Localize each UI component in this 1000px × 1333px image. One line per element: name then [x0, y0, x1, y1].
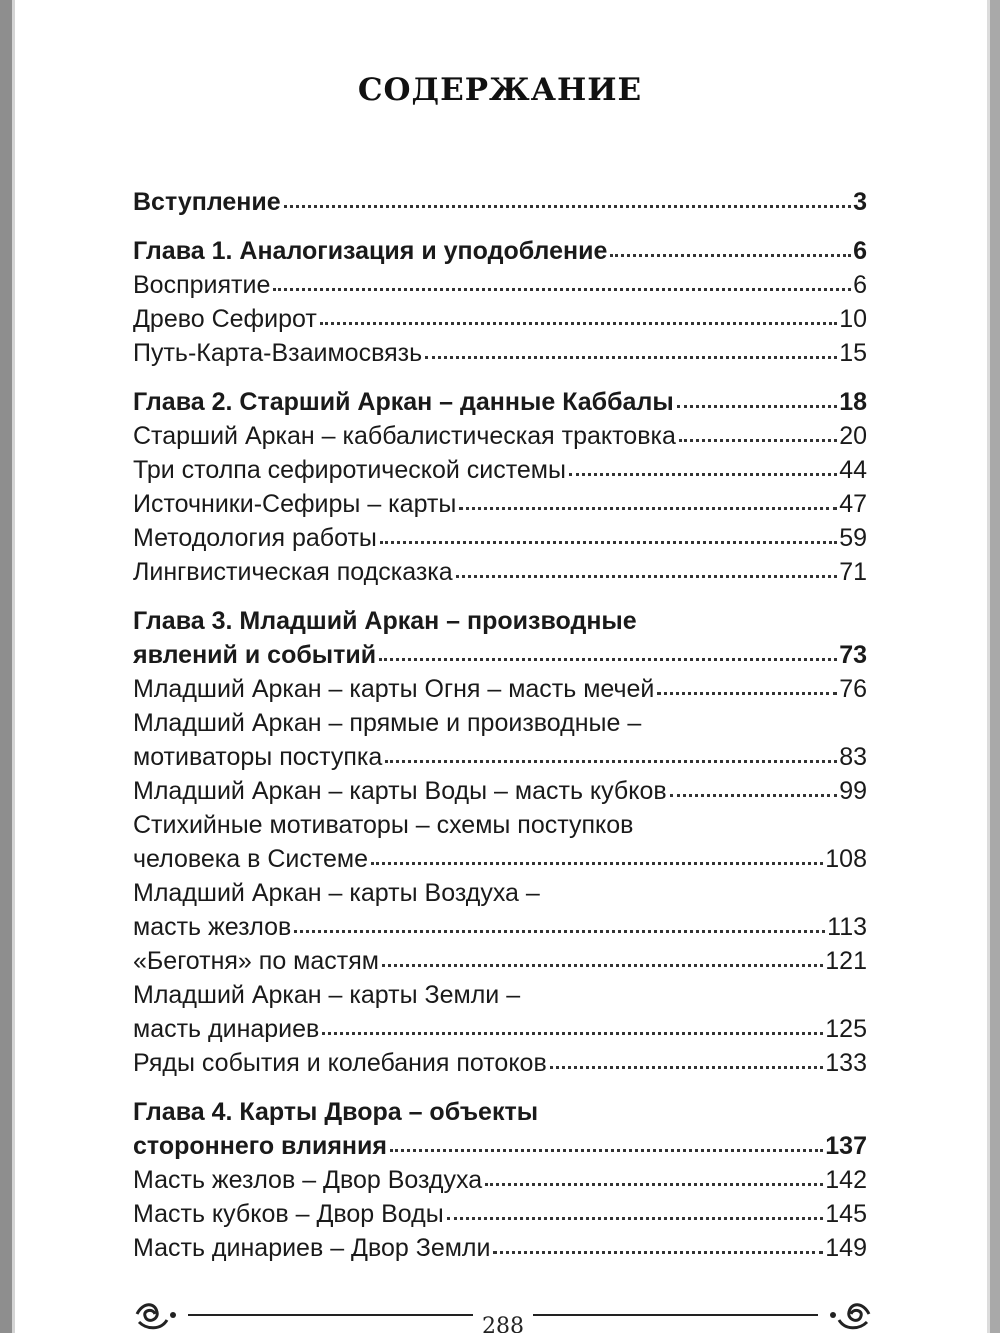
- toc-entry-title: Лингвистическая подсказка: [133, 558, 453, 586]
- dot-leader: [610, 254, 851, 257]
- dot-leader: [459, 507, 837, 510]
- toc-entry-title: масть динариев: [133, 1015, 320, 1043]
- toc-entry-line: [133, 910, 867, 944]
- toc-entry-title: Младший Аркан – карты Огня – масть мечей: [133, 675, 655, 703]
- dot-leader: [670, 794, 838, 797]
- toc-section-entry: [133, 706, 867, 774]
- toc-entry-title: Глава 2. Старший Аркан – данные Каббалы: [133, 388, 674, 416]
- toc-entry-title: человека в Системе: [133, 845, 369, 873]
- toc-page-number: 137: [825, 1132, 867, 1160]
- toc-section-entry: [133, 1046, 867, 1080]
- toc-page-number: 142: [825, 1166, 867, 1194]
- toc-section-entry: [133, 1231, 867, 1265]
- toc-entry-title-line: Младший Аркан – карты Воздуха –: [133, 879, 540, 907]
- toc-entry-title: явлений и событий: [133, 641, 377, 669]
- toc-entry-title: Восприятие: [133, 271, 271, 299]
- toc-chapter-entry: [133, 604, 867, 672]
- toc-section-entry: [133, 808, 867, 876]
- toc-entry-title-line: Глава 4. Карты Двора – объекты: [133, 1098, 539, 1126]
- dot-leader: [284, 205, 851, 208]
- toc-entry-line: [133, 521, 867, 555]
- toc-entry-title: стороннего влияния: [133, 1132, 387, 1160]
- toc-entry-title: мотиваторы поступка: [133, 743, 383, 771]
- toc-entry-line: [133, 1046, 867, 1080]
- toc-entry-title: Старший Аркан – каббалистическая трактовка: [133, 422, 676, 450]
- toc-entry-line: [133, 385, 867, 419]
- toc-page-number: 59: [839, 524, 867, 552]
- dot-leader: [550, 1066, 824, 1069]
- toc-entry-line: [133, 302, 867, 336]
- toc-section-entry: [133, 555, 867, 589]
- toc-entry-line: [133, 234, 867, 268]
- toc-entry-title: Источники-Сефиры – карты: [133, 490, 457, 518]
- toc-page-number: 113: [827, 913, 867, 941]
- dot-leader: [677, 405, 838, 408]
- dot-leader: [382, 964, 823, 967]
- toc-entry-title: Младший Аркан – карты Воды – масть кубков: [133, 777, 667, 805]
- toc-page-number: 15: [839, 339, 867, 367]
- toc-page-number: 145: [825, 1200, 867, 1228]
- toc-page-number: 108: [825, 845, 867, 873]
- toc-entry-title: Методология работы: [133, 524, 377, 552]
- toc-section-entry: [133, 774, 867, 808]
- dot-leader: [657, 692, 837, 695]
- toc-section-entry: [133, 336, 867, 370]
- dot-leader: [322, 1032, 823, 1035]
- toc-page-number: 20: [839, 422, 867, 450]
- toc-page-number: 71: [839, 558, 867, 586]
- toc-section-entry: [133, 268, 867, 302]
- toc-entry-title: Масть динариев – Двор Земли: [133, 1234, 491, 1262]
- dot-leader: [320, 322, 837, 325]
- toc-entry-line: [133, 672, 867, 706]
- toc-section-entry: [133, 1163, 867, 1197]
- dot-leader: [371, 862, 823, 865]
- toc-page-number: 10: [839, 305, 867, 333]
- toc-entry-line: [133, 487, 867, 521]
- toc-section-entry: [133, 978, 867, 1046]
- toc-section-entry: [133, 944, 867, 978]
- toc-entry-line: [133, 842, 867, 876]
- dot-leader: [456, 575, 837, 578]
- toc-page-number: 83: [839, 743, 867, 771]
- toc-page-number: 18: [839, 388, 867, 416]
- toc-entry-line: [133, 555, 867, 589]
- toc-entry-title: Ряды события и колебания потоков: [133, 1049, 547, 1077]
- toc-entry-line: [133, 1129, 867, 1163]
- toc-entry-line: [133, 1012, 867, 1046]
- toc-entry-title: Три столпа сефиротической системы: [133, 456, 566, 484]
- toc-entry-line: [133, 1197, 867, 1231]
- dot-leader: [294, 930, 825, 933]
- toc-entry-title: Вступление: [133, 188, 281, 216]
- dot-leader: [425, 356, 837, 359]
- dot-leader: [493, 1251, 823, 1254]
- toc-entry-title: Масть жезлов – Двор Воздуха: [133, 1166, 483, 1194]
- footer-rule-right: [533, 1314, 818, 1316]
- toc-page-number: 99: [839, 777, 867, 805]
- toc-entry-line: [133, 185, 867, 219]
- toc-entry-line: [133, 638, 867, 672]
- toc-entry-title-line: Глава 3. Младший Аркан – производные: [133, 607, 637, 635]
- toc-page-number: 76: [839, 675, 867, 703]
- toc-entry-line: [133, 774, 867, 808]
- toc-section-entry: [133, 419, 867, 453]
- toc-entry-title: Путь-Карта-Взаимосвязь: [133, 339, 423, 367]
- dot-leader: [380, 541, 837, 544]
- toc-entry-title: Глава 1. Аналогизация и уподобление: [133, 237, 608, 265]
- page-number: 288: [482, 1314, 524, 1333]
- page-edge-right-shadow: [987, 0, 990, 1333]
- toc-entry-line: [133, 1231, 867, 1265]
- dot-leader: [385, 760, 837, 763]
- toc-entry-title: масть жезлов: [133, 913, 292, 941]
- toc-page-number: 149: [825, 1234, 867, 1262]
- toc-page-number: 121: [825, 947, 867, 975]
- dot-leader: [390, 1149, 823, 1152]
- toc-page-number: 73: [839, 641, 867, 669]
- dot-leader: [569, 473, 837, 476]
- page-edge-left-shadow: [12, 0, 15, 1333]
- toc-section-entry: [133, 1197, 867, 1231]
- dot-leader: [485, 1183, 823, 1186]
- toc-entry-line: [133, 336, 867, 370]
- toc-section-entry: [133, 672, 867, 706]
- toc-page-number: 6: [853, 271, 867, 299]
- dot-leader: [679, 439, 837, 442]
- toc-entry-line: [133, 268, 867, 302]
- toc-page-number: 125: [825, 1015, 867, 1043]
- toc-entry-title-line: Стихийные мотиваторы – схемы поступков: [133, 811, 634, 839]
- toc-entry-line: [133, 419, 867, 453]
- toc-section-entry: [133, 876, 867, 944]
- toc-chapter-entry: [133, 234, 867, 268]
- toc-entry-line: [133, 453, 867, 487]
- toc-section-entry: [133, 521, 867, 555]
- toc-page-number: 3: [853, 188, 867, 216]
- toc-section-entry: [133, 302, 867, 336]
- toc-entry-line: [133, 1163, 867, 1197]
- page-edge-left: [0, 0, 12, 1333]
- toc-section-entry: [133, 487, 867, 521]
- toc-entry-title-line: Младший Аркан – прямые и производные –: [133, 709, 642, 737]
- toc-entry-title: Древо Сефирот: [133, 305, 317, 333]
- toc-chapter-entry: [133, 1095, 867, 1163]
- toc-section-entry: [133, 453, 867, 487]
- page-title: СОДЕРЖАНИЕ: [357, 72, 643, 108]
- toc-chapter-entry: [133, 385, 867, 419]
- toc-entry-title-line: Младший Аркан – карты Земли –: [133, 981, 521, 1009]
- toc-page-number: 133: [825, 1049, 867, 1077]
- toc-page-number: 44: [839, 456, 867, 484]
- page-footer: [133, 1300, 873, 1333]
- dot-leader: [447, 1217, 824, 1220]
- toc-entry-title: «Беготня» по мастям: [133, 947, 379, 975]
- dot-leader: [379, 658, 837, 661]
- toc-page-number: 6: [853, 237, 867, 265]
- table-of-contents: [133, 170, 867, 1265]
- toc-page-number: 47: [839, 490, 867, 518]
- toc-entry-line: [133, 740, 867, 774]
- toc-chapter-entry: [133, 185, 867, 219]
- page-edge-right: [990, 0, 1000, 1333]
- dot-leader: [273, 288, 851, 291]
- toc-entry-line: [133, 944, 867, 978]
- right-ornament-icon: [813, 1300, 873, 1333]
- toc-entry-title: Масть кубков – Двор Воды: [133, 1200, 444, 1228]
